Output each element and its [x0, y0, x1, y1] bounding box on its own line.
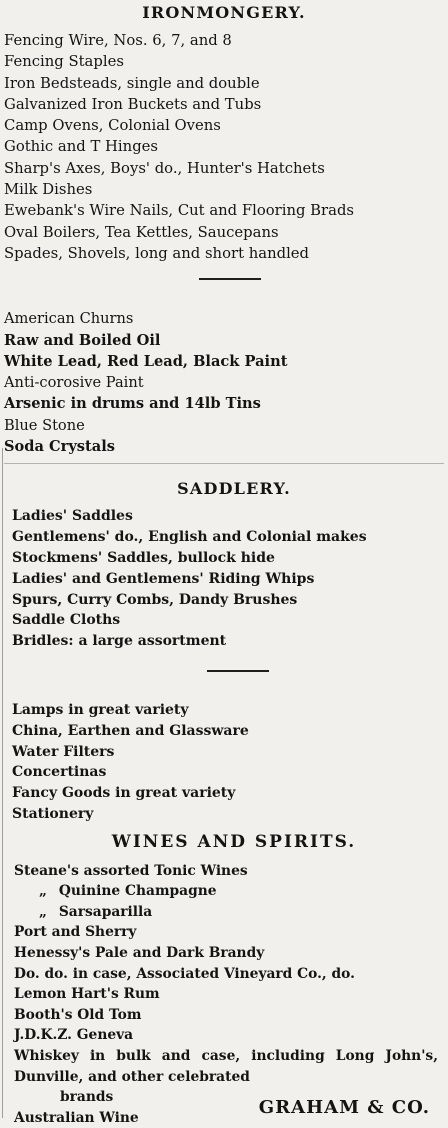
list-item: Spades, Shovels, long and short handled: [4, 244, 310, 262]
saddlery-list: [4, 506, 444, 652]
list-item: Stockmens' Saddles, bullock hide: [12, 549, 275, 566]
list-item: [14, 902, 444, 923]
list-item: Saddle Cloths: [12, 612, 121, 629]
list-item: Raw and Boiled Oil: [4, 331, 161, 349]
ditto-mark: „: [39, 883, 47, 900]
list-item: Arsenic in drums and 14lb Tins: [4, 395, 261, 413]
list-item: Camp Ovens, Colonial Ovens: [4, 117, 221, 135]
list-item: Ladies' and Gentlemens' Riding Whips: [12, 570, 315, 587]
ironmongery-heading: IRONMONGERY.: [142, 3, 306, 22]
list-item: Fencing Wire, Nos. 6, 7, and 8: [4, 32, 232, 49]
list-item-continuation: brands: [60, 1089, 114, 1106]
list-item: Stationery: [12, 805, 94, 822]
list-item: Soda Crystals: [4, 438, 115, 456]
list-item: Port and Sherry: [14, 924, 137, 941]
list-item-text: Quinine Champagne: [58, 883, 217, 900]
fancy-goods-list: [4, 700, 444, 825]
list-item: Anti-corosive Paint: [4, 374, 144, 392]
list-item: J.D.K.Z. Geneva: [14, 1027, 134, 1044]
list-item: Sharp's Axes, Boys' do., Hunter's Hatchets: [4, 159, 325, 177]
list-item: Iron Bedsteads, single and double: [4, 74, 260, 92]
section-divider: [199, 278, 261, 280]
list-item: Gothic and T Hinges: [4, 138, 159, 156]
saddlery-heading: SADDLERY.: [177, 479, 291, 499]
list-item: [14, 881, 444, 902]
list-item: Lamps in great variety: [12, 701, 189, 718]
list-item: Milk Dishes: [4, 181, 93, 199]
list-item: Water Filters: [12, 743, 115, 760]
list-item: Lemon Hart's Rum: [14, 986, 160, 1003]
list-item: American Churns: [4, 310, 134, 328]
list-item: Ladies' Saddles: [12, 508, 133, 525]
list-item: China, Earthen and Glassware: [12, 722, 249, 739]
ditto-mark: „: [39, 903, 47, 920]
ironmongery-list: [4, 30, 444, 264]
left-border-rule: [2, 448, 3, 1118]
list-item: Galvanized Iron Buckets and Tubs: [4, 95, 262, 113]
list-item: Australian Wine: [14, 1109, 139, 1126]
list-item: Spurs, Curry Combs, Dandy Brushes: [12, 591, 298, 608]
paints-list: [4, 308, 444, 457]
list-item: Do. do. in case, Associated Vineyard Co., do.: [14, 965, 355, 982]
list-item: White Lead, Red Lead, Black Paint: [4, 352, 288, 370]
list-item: Steane's assorted Tonic Wines: [14, 862, 248, 879]
list-item: Ewebank's Wire Nails, Cut and Flooring Brads: [4, 202, 355, 220]
list-item: Fencing Staples: [4, 53, 124, 71]
list-item: Booth's Old Tom: [14, 1006, 142, 1023]
list-item: Oval Boilers, Tea Kettles, Saucepans: [4, 223, 279, 241]
list-item-text: Sarsaparilla: [58, 903, 153, 920]
horizontal-rule: [4, 463, 444, 464]
wines-list: [4, 861, 444, 1128]
list-item: Bridles: a large assortment: [12, 633, 227, 650]
list-item: Gentlemens' do., English and Colonial makes: [12, 529, 367, 546]
list-item: Blue Stone: [4, 416, 85, 434]
list-item: Henessy's Pale and Dark Brandy: [14, 945, 265, 962]
list-item: Fancy Goods in great variety: [12, 785, 236, 802]
section-divider: [207, 670, 269, 672]
list-item: Whiskey in bulk and case, including Long John's, Dunville, and other celebrated: [14, 1048, 438, 1085]
list-item: Concertinas: [12, 764, 107, 781]
wines-heading: WINES AND SPIRITS.: [111, 831, 357, 852]
merchant-signature: GRAHAM & CO.: [258, 1097, 430, 1118]
